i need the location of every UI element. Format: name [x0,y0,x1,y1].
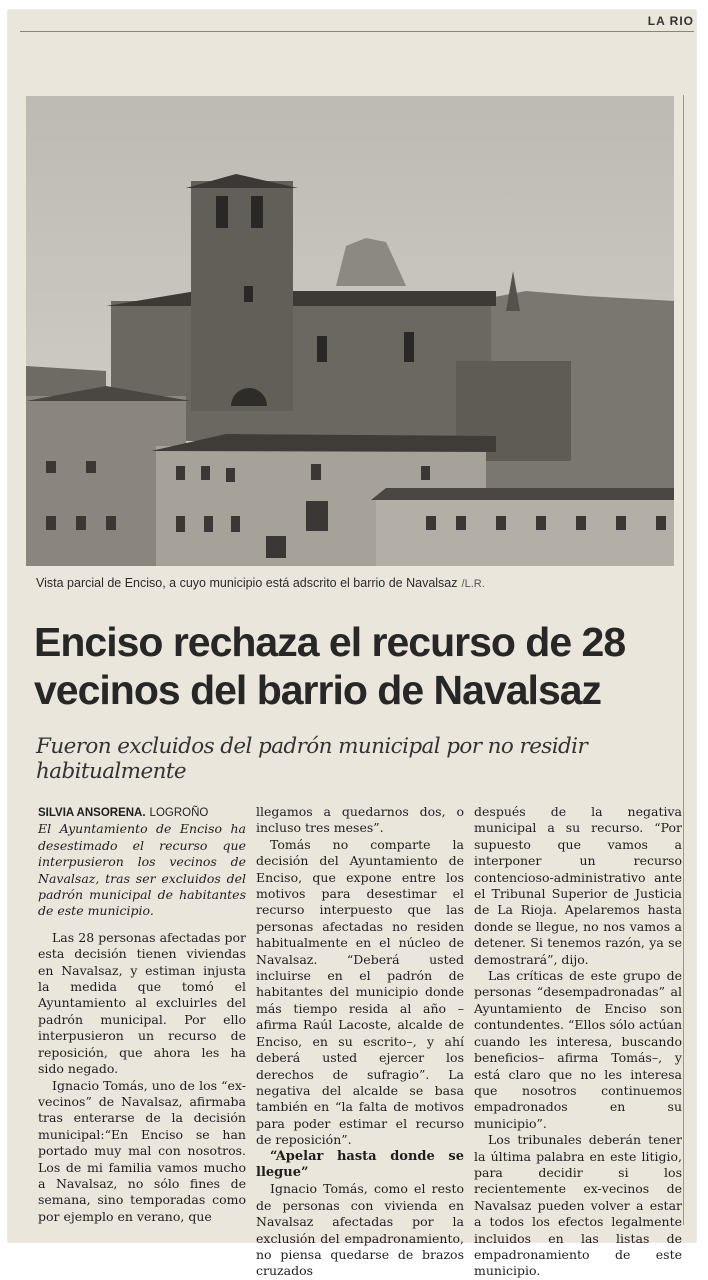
masthead: LA RIO [647,14,694,28]
top-rule [20,31,694,32]
headline: Enciso rechaza el recurso de 28 vecinos del barrio de Navalsaz [34,619,626,713]
caption-text: Vista parcial de Enciso, a cuyo municipio está adscrito el barrio de Navalsaz [36,576,458,590]
paragraph: Las críticas de este grupo de personas “desempadronadas” al Ayuntamiento de Enciso son contundentes. “Ellos sólo actúan cuando les interesa, buscando beneficios– afirma Tomás–, y está claro que no les interesa que nosotros continuemos empadronados en su municipio”. [474,968,682,1131]
photo-caption [36,576,676,590]
paragraph: Tomás no comparte la decisión del Ayuntamiento de Enciso, que expone entre los motivos para desestimar el recurso interpuesto que las personas afectadas no residen habitualmente en el núcleo de Navalsaz. “Deberá usted incluirse en el padrón de habitantes del municipio donde más tiempo resida al año –afirma Raúl Lacoste, alcalde de Enciso, en su escrito–, y ahí deberá usted ejercer los derechos de sufragio”. La negativa del alcalde se basa también en “la falta de motivos para poder estimar el recurso de reposición”. [256,836,464,1148]
paragraph: después de la negativa municipal a su recurso. “Por supuesto que vamos a interponer un recurso contencioso-administrativo ante el Tribunal Superior de Justicia de La Rioja. Apelaremos hasta donde se llegue, no nos vamos a detener. Si tenemos razón, ya se demostrará”, dijo. [474,804,682,967]
paragraph: Los tribunales deberán tener la última palabra en este litigio, para decidir si los recientemente ex-vecinos de Navalsaz pueden volver a estar a todos los efectos legalmente incluidos en las listas de empadronamiento de este municipio. [474,1132,682,1279]
article-column-2 [256,804,464,1280]
paragraph: Las 28 personas afectadas por esta decisión tienen viviendas en Navalsaz, y estiman injusta la medida que tomó el Ayuntamiento al excluirles del padrón municipal. Por ello interpusieron un recurso de reposición, que ahora les ha sido negado. [38,929,246,1077]
lead-paragraph: El Ayuntamiento de Enciso ha desestimado el recurso que interpusieron los vecinos de Navalsaz, tras ser excluidos del padrón municipal de habitantes de este municipio. [38,821,246,919]
paragraph: Ignacio Tomás, como el resto de personas con vivienda en Navalsaz afectadas por la exclusión del empadronamiento, no piensa quedarse de brazos cruzados [256,1181,464,1279]
byline [38,804,246,821]
subheadline: Fueron excluidos del padrón municipal por no residir habitualmente [36,734,588,784]
photo-credit: /L.R. [461,578,485,590]
section-subtitle: “Apelar hasta donde se llegue” [256,1148,464,1180]
article-column-1 [38,804,246,1225]
photo-enciso [26,96,674,566]
paragraph: Ignacio Tomás, uno de los “ex-vecinos” de Navalsaz, afirmaba tras enterarse de la decisión municipal:“En Enciso se han portado muy mal con nosotros. Los de mi familia vamos mucho a Navalsaz, no sólo fines de semana, sino temporadas como por ejemplo en verano, que [38,1077,246,1224]
paragraph: llegamos a quedarnos dos, o incluso tres meses”. [256,804,464,836]
article-column-3 [474,804,682,1280]
byline-author: SILVIA ANSORENA. [38,807,146,819]
town-photo-illustration [26,96,674,566]
byline-place: LOGROÑO [149,807,209,819]
